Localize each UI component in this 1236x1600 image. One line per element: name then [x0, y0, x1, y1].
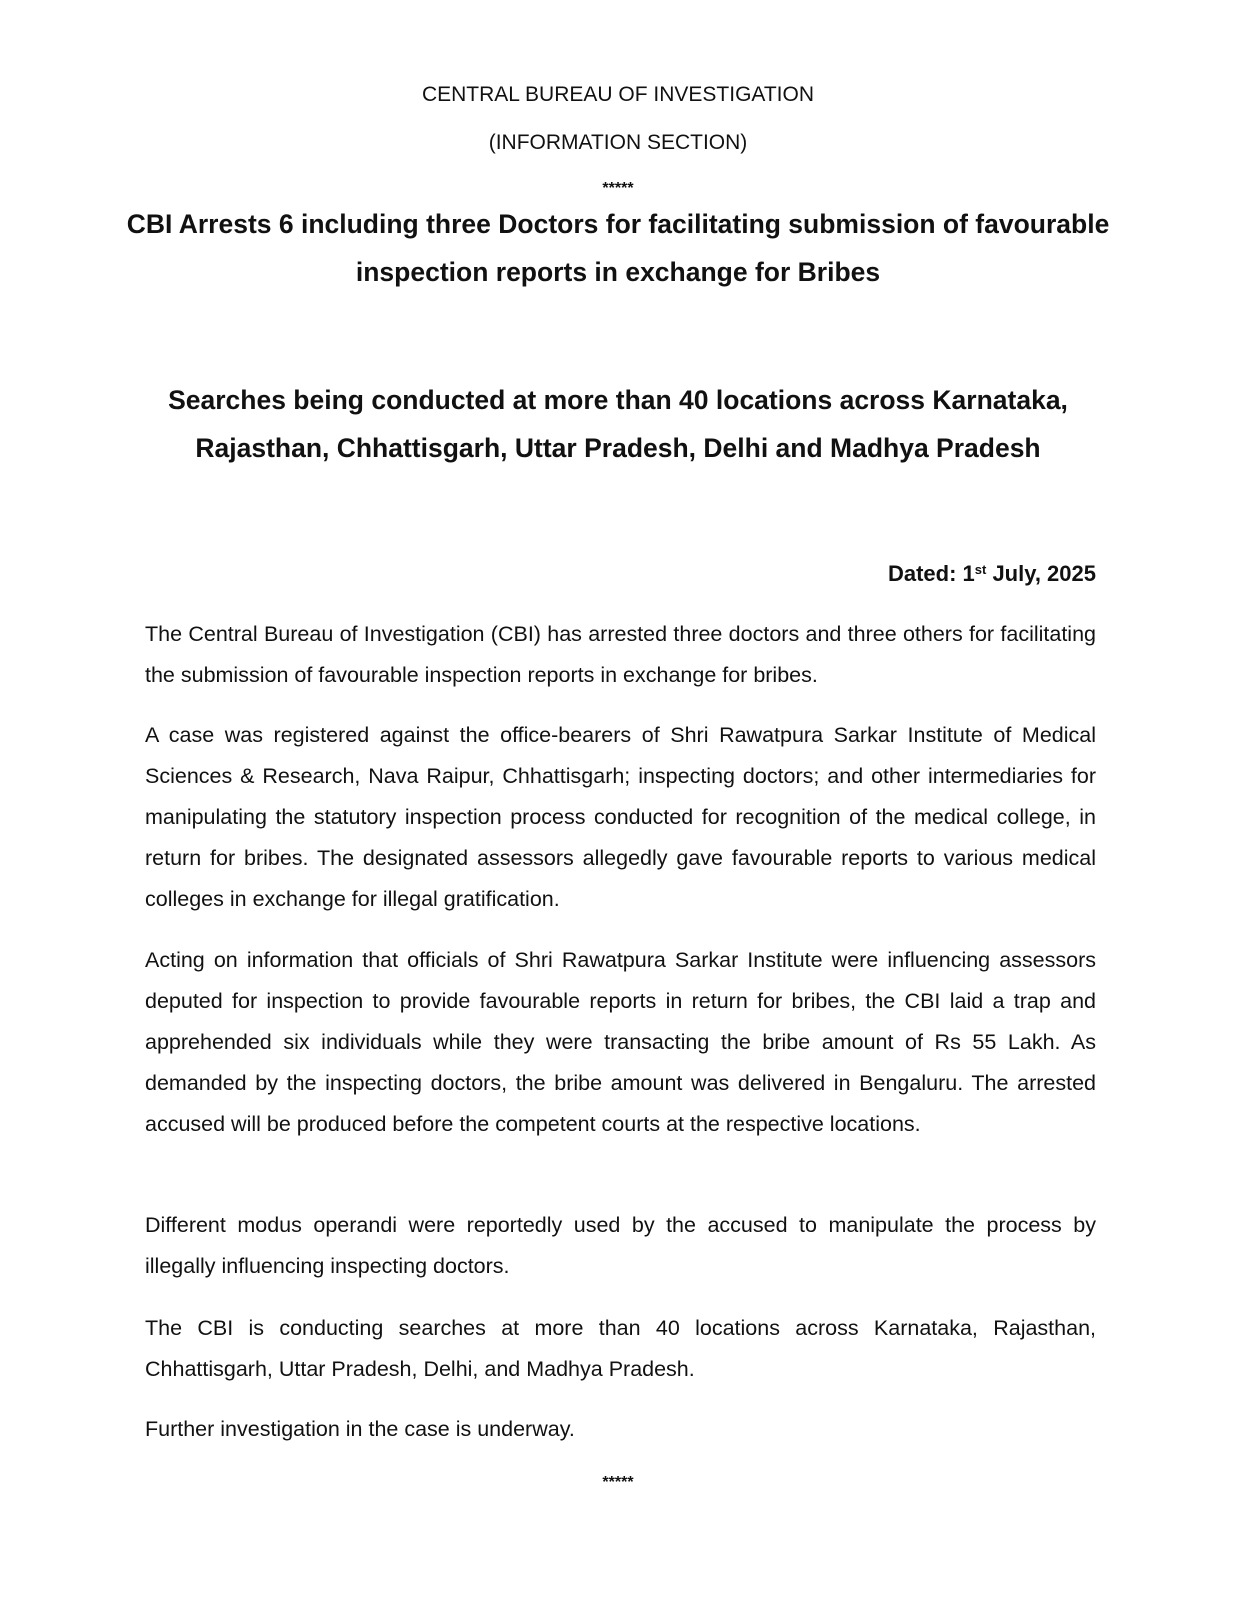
paragraph-2: A case was registered against the office-bearers of Shri Rawatpura Sarkar Institute of Medical Sciences & Research, Nava Raipur, Chhattisgarh; inspecting doctors; and other intermediaries for manipulating the statutory inspection process conducted for recognition of the medical college, in return for bribes. The designated assessors allegedly gave favourable reports to various medical colleges in exchange for illegal gratification.: [145, 723, 1096, 911]
date-ordinal-suffix: st: [974, 562, 987, 577]
paragraph-3: Acting on information that officials of Shri Rawatpura Sarkar Institute were influencing assessors deputed for inspection to provide favourable reports in return for bribes, the CBI laid a trap and apprehended six individuals while they were transacting the bribe amount of Rs 55 Lakh. As demanded by the inspecting doctors, the bribe amount was delivered in Bengaluru. The arrested accused will be produced before the competent courts at the respective locations.: [145, 948, 1096, 1136]
section-name: (INFORMATION SECTION): [488, 131, 748, 154]
header-separator: *****: [602, 180, 634, 197]
date-rest: July, 2025: [986, 561, 1096, 586]
subheadline: Searches being conducted at more than 40 locations across Karnataka, Rajasthan, Chhattisgarh, Uttar Pradesh, Delhi and Madhya Pradesh: [168, 385, 1068, 463]
headline: CBI Arrests 6 including three Doctors for facilitating submission of favourable inspection reports in exchange for Bribes: [126, 209, 1110, 287]
paragraph-1: The Central Bureau of Investigation (CBI) has arrested three doctors and three others for facilitating the submission of favourable inspection reports in exchange for bribes.: [145, 622, 1096, 687]
date-prefix: Dated: 1: [887, 561, 975, 586]
paragraph-4: Different modus operandi were reportedly used by the accused to manipulate the process by illegally influencing inspecting doctors.: [145, 1213, 1096, 1278]
paragraph-5: The CBI is conducting searches at more than 40 locations across Karnataka, Rajasthan, Chhattisgarh, Uttar Pradesh, Delhi, and Madhya Pradesh.: [145, 1316, 1096, 1381]
agency-name: CENTRAL BUREAU OF INVESTIGATION: [421, 83, 815, 106]
paragraph-6: Further investigation in the case is underway.: [145, 1417, 575, 1441]
release-date: [888, 560, 1096, 588]
footer-separator: *****: [602, 1474, 634, 1491]
